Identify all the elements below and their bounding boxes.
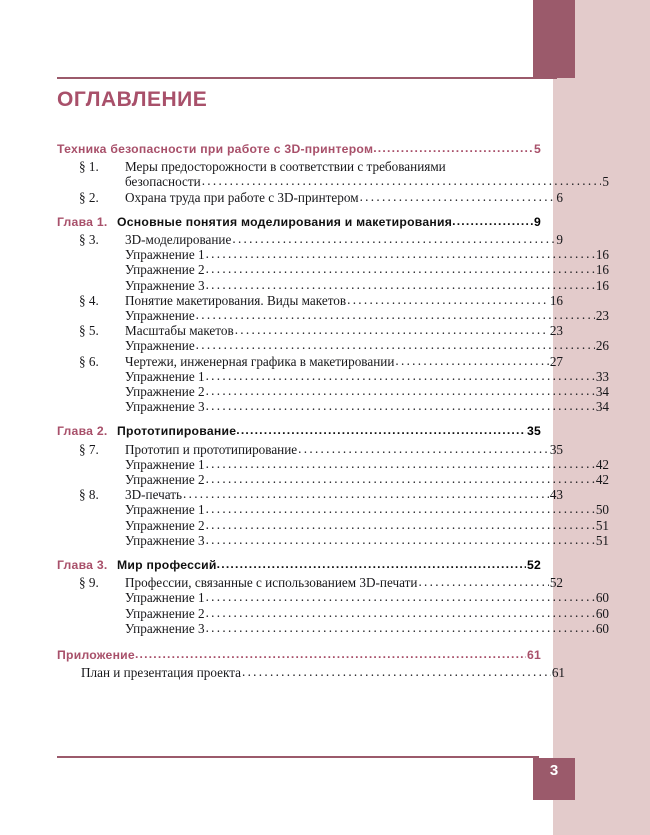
toc-exercise-entry-page: 60 [595,605,609,621]
toc-paragraph-entry-page: 16 [549,292,563,308]
dot-leader [373,142,533,154]
toc-exercise-entry-page: 34 [595,384,609,400]
toc-exercise-entry-label: Упражнение 3 [125,532,205,548]
toc-exercise-entry-page: 34 [595,399,609,415]
toc-exercise-entry[interactable] [125,279,609,292]
toc-paragraph-entry-label: Прототип и прототипирование [125,441,298,457]
toc-paragraph-entry-page: 27 [549,353,563,369]
toc-exercise-entry-label: Упражнение 3 [125,277,205,293]
toc-paragraph-entry-label: Масштабы макетов [125,323,234,339]
toc-section-entry-page: 5 [533,142,541,156]
toc-chapter-entry-number: Глава 1. [57,214,108,229]
toc-paragraph-entry-page: 35 [549,441,563,457]
dot-leader [196,338,595,351]
toc-paragraph-entry-page: 6 [556,189,563,205]
dot-leader [242,665,551,678]
toc-paragraph-entry-label: Чертежи, инженерная графика в макетировании [125,353,395,369]
toc-paragraph-entry-number: § 1. [79,159,99,175]
dot-leader [206,606,595,619]
toc-exercise-entry[interactable] [125,622,609,635]
toc-exercise-entry[interactable] [125,503,609,516]
dot-leader [206,457,595,470]
toc-paragraph-entry-page: 23 [549,323,563,339]
dot-leader [206,590,595,603]
section-spacer [57,637,541,646]
toc-exercise-entry[interactable] [125,309,609,322]
toc-chapter-entry-number: Глава 3. [57,558,108,573]
dot-leader [206,384,595,397]
toc-chapter-entry-page: 35 [526,424,541,439]
toc-section-entry[interactable] [57,649,541,661]
toc-appendix-subentry[interactable] [81,666,565,679]
toc-paragraph-entry[interactable] [79,443,563,456]
toc-chapter-entry-label: Основные понятия моделирования и макетирования [117,214,453,229]
toc-exercise-entry[interactable] [125,534,609,547]
toc-exercise-entry-label: Упражнение 2 [125,384,205,400]
toc-exercise-entry-page: 50 [595,502,609,518]
toc-exercise-entry-label: Упражнение 1 [125,368,205,384]
dot-leader [347,293,549,306]
dot-leader [196,308,595,321]
dot-leader [206,621,595,634]
toc-exercise-entry-label: Упражнение 2 [125,472,205,488]
toc-exercise-entry[interactable] [125,339,609,352]
toc-exercise-entry-page: 16 [595,247,609,263]
toc-exercise-entry[interactable] [125,385,609,398]
dot-leader [206,533,595,546]
toc-exercise-entry[interactable] [125,607,609,620]
dot-leader [232,232,555,245]
dot-leader [206,278,595,291]
toc-exercise-entry-label: Упражнение 1 [125,456,205,472]
toc-paragraph-entry[interactable] [79,233,563,246]
toc-exercise-entry[interactable] [125,400,609,413]
dot-leader [206,472,595,485]
header-accent-bar [533,0,575,78]
toc-paragraph-entry-number: § 8. [79,487,99,503]
dot-leader [206,247,595,260]
toc-paragraph-entry[interactable] [79,294,563,307]
toc-paragraph-entry-label: Понятие макетирования. Виды макетов [125,292,347,308]
toc-chapter-entry-number: Глава 2. [57,424,108,439]
toc-paragraph-entry-number: § 3. [79,232,99,248]
toc-paragraph-entry[interactable] [79,160,563,173]
toc-paragraph-entry[interactable] [79,191,563,204]
toc-paragraph-entry-label: Меры предосторожности в соответствии с требованиями [125,159,446,175]
toc-exercise-entry-page: 42 [595,472,609,488]
footer-rule [57,756,539,758]
toc-exercise-entry-label: Упражнение [125,338,195,354]
toc-exercise-entry-label: Упражнение 3 [125,620,205,636]
toc-paragraph-entry-page: 43 [549,487,563,503]
toc-exercise-entry-page: 42 [595,456,609,472]
dot-leader [206,399,595,412]
toc-section-entry-page: 61 [526,648,541,663]
toc-paragraph-entry[interactable] [79,576,563,589]
toc-exercise-entry-label: Упражнение 3 [125,399,205,415]
toc-exercise-entry[interactable] [125,473,609,486]
toc-section-entry[interactable] [57,143,541,155]
toc-appendix-subentry-page: 61 [551,665,565,681]
toc-exercise-entry-label: Упражнение 2 [125,517,205,533]
dot-leader [395,354,548,367]
toc-section-entry-label: Техника безопасности при работе с 3D-принтером [57,142,374,156]
toc-exercise-entry-label: Упражнение 1 [125,590,205,606]
toc-paragraph-entry-page: 9 [556,232,563,248]
toc-exercise-entry-label: Упражнение 2 [125,262,205,278]
toc-exercise-entry[interactable] [125,519,609,532]
toc-exercise-entry-label: Упражнение 1 [125,247,205,263]
toc-chapter-entry-page: 52 [526,558,541,573]
dot-leader [206,502,595,515]
page-number: 3 [549,762,559,779]
toc-paragraph-entry-label: 3D-моделирование [125,232,232,248]
toc-exercise-entry-page: 51 [595,517,609,533]
toc-paragraph-entry-number: § 4. [79,292,99,308]
toc-paragraph-entry-label: Охрана труда при работе с 3D-принтером [125,189,359,205]
dot-leader [452,215,533,227]
page-title: ОГЛАВЛЕНИЕ [57,88,208,111]
toc-exercise-entry-page: 16 [595,262,609,278]
chapter-spacer [57,549,541,555]
dot-leader [206,518,595,531]
toc-chapter-entry[interactable] [57,425,541,437]
toc-paragraph-entry[interactable] [79,355,563,368]
toc-exercise-entry[interactable] [125,370,609,383]
header-rule [57,77,557,79]
toc-exercise-entry-page: 60 [595,590,609,606]
dot-leader [236,424,526,436]
toc-paragraph-entry-number: § 9. [79,575,99,591]
chapter-spacer [57,415,541,421]
toc-paragraph-entry[interactable] [79,488,563,501]
toc-paragraph-entry-number: § 2. [79,189,99,205]
toc-chapter-entry[interactable] [57,216,541,228]
dot-leader [183,487,549,500]
toc-exercise-entry-page: 26 [595,338,609,354]
toc-exercise-entry[interactable] [125,248,609,261]
toc-exercise-entry-label: Упражнение 2 [125,605,205,621]
toc-chapter-entry-page: 9 [533,214,541,229]
chapter-spacer [57,206,541,212]
toc-paragraph-entry-label: Профессии, связанные с использованием 3D-печати [125,575,418,591]
toc-chapter-entry[interactable] [57,559,541,571]
toc-exercise-entry-page: 23 [595,308,609,324]
toc-paragraph-entry-page: 5 [602,174,609,190]
toc-exercise-entry-page: 51 [595,532,609,548]
toc-paragraph-entry-label-continued: безопасности [125,174,201,190]
toc-paragraph-entry[interactable] [79,324,563,337]
dot-leader [418,575,548,588]
toc-exercise-entry[interactable] [125,263,609,276]
toc-paragraph-entry-continuation[interactable] [125,175,609,188]
toc-paragraph-entry-page: 52 [549,575,563,591]
toc-paragraph-entry-number: § 7. [79,441,99,457]
toc-exercise-entry-label: Упражнение [125,308,195,324]
dot-leader [235,323,549,336]
toc-exercise-entry-page: 60 [595,620,609,636]
toc-chapter-entry-label: Прототипирование [117,424,237,439]
right-margin-panel-upper [575,0,650,78]
toc-paragraph-entry-label: 3D-печать [125,487,183,503]
toc-exercise-entry-label: Упражнение 1 [125,502,205,518]
toc-exercise-entry[interactable] [125,458,609,471]
toc-exercise-entry-page: 16 [595,277,609,293]
toc-chapter-entry-label: Мир профессий [117,558,217,573]
toc-section-entry-label: Приложение [57,648,135,663]
toc-paragraph-entry-number: § 5. [79,323,99,339]
toc-appendix-subentry-label: План и презентация проекта [81,665,241,681]
dot-leader [298,442,549,455]
dot-leader [206,369,595,382]
dot-leader [135,648,526,660]
dot-leader [206,262,595,275]
dot-leader [202,174,602,187]
dot-leader [217,558,526,570]
toc-exercise-entry[interactable] [125,591,609,604]
toc-exercise-entry-page: 33 [595,368,609,384]
toc-entries [57,140,609,682]
toc-paragraph-entry-number: § 6. [79,353,99,369]
dot-leader [360,190,556,203]
